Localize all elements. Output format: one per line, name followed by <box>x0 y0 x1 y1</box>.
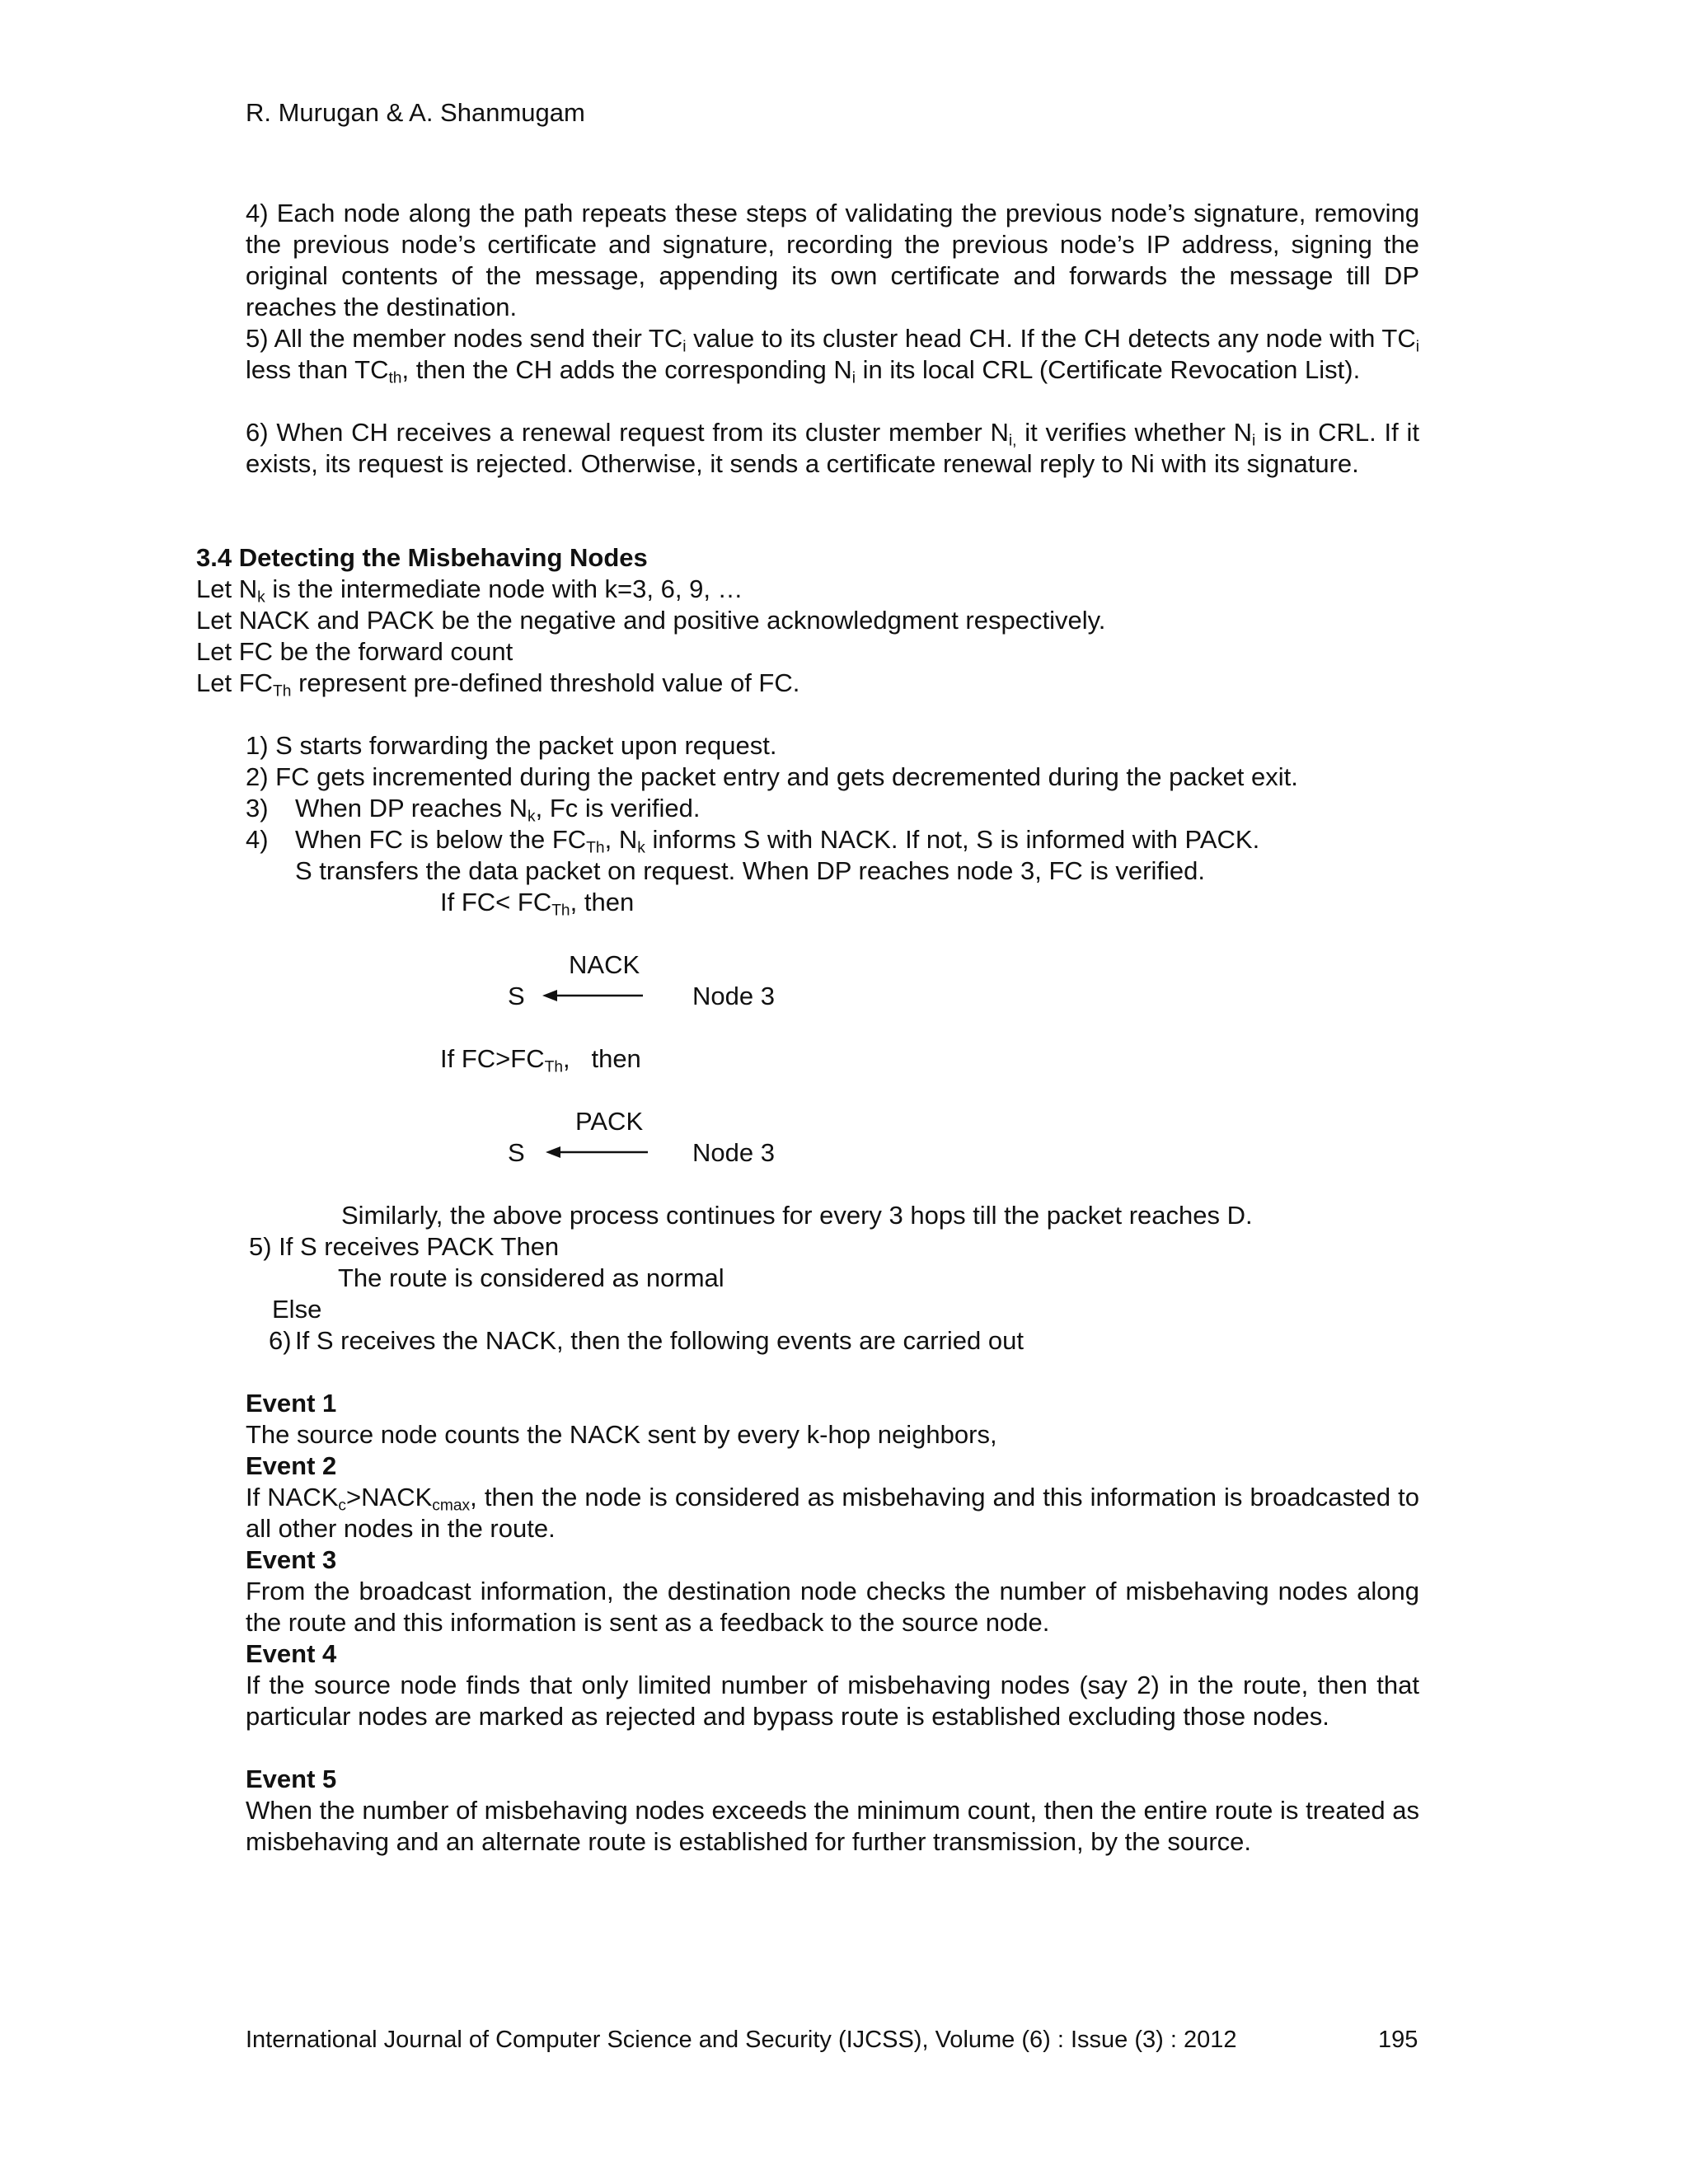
page-number: 195 <box>1378 2027 1418 2053</box>
source-node-label-2: S <box>508 1138 525 1167</box>
procedure-else: Else <box>272 1295 322 1324</box>
similarly-text: Similarly, the above process continues for every 3 hops till the packet reaches D. <box>341 1201 1253 1230</box>
procedure-step-3-number: 3) <box>246 794 269 823</box>
procedure-step-5-then: The route is considered as normal <box>338 1263 724 1292</box>
procedure-step-1: 1) S starts forwarding the packet upon request. <box>246 731 777 760</box>
event-3-paragraph <box>246 1576 1419 1638</box>
step-5-paragraph <box>246 323 1419 386</box>
running-header: R. Murugan & A. Shanmugam <box>246 98 585 127</box>
definition-fcth: Let $FC_{Th}$ represent pre-defined threshold value of FC. <box>196 668 800 701</box>
source-node-label: S <box>508 982 525 1010</box>
pack-arrow <box>544 1142 649 1162</box>
node-3-label: Node 3 <box>692 982 775 1010</box>
procedure-step-2: 2) FC gets incremented during the packet entry and gets decremented during the packet exit. <box>246 762 1298 791</box>
nack-label: NACK <box>569 950 640 979</box>
event-5-title: Event 5 <box>246 1765 337 1793</box>
event-3-text: From the broadcast information, the destination node checks the number of misbehaving nodes along the route and this information is sent as a feedback to the source node. <box>246 1577 1419 1637</box>
step-6-paragraph <box>246 417 1419 480</box>
event-1-title: Event 1 <box>246 1389 337 1418</box>
procedure-step-4-continued: S transfers the data packet on request. When DP reaches node 3, FC is verified. <box>295 856 1205 885</box>
procedure-step-6: If S receives the NACK, then the following events are carried out <box>295 1326 1024 1355</box>
event-4-title: Event 4 <box>246 1639 337 1668</box>
event-1-text: The source node counts the NACK sent by every k-hop neighbors, <box>246 1420 997 1449</box>
event-2-title: Event 2 <box>246 1451 337 1480</box>
step-4-paragraph <box>246 198 1419 323</box>
event-2-text: If $NACK_c>NACK_{cmax}$, then the node is considered as misbehaving and this information is broadcasted to all other nodes in the route. <box>246 1483 1419 1543</box>
condition-below-threshold: If $FC< FC_{Th}$, then <box>440 888 635 920</box>
event-5-paragraph <box>246 1795 1419 1858</box>
definition-fc: Let FC be the forward count <box>196 637 513 666</box>
journal-footer: International Journal of Computer Science and Security (IJCSS), Volume (6) : Issue (3) : 2012 <box>246 2027 1237 2053</box>
procedure-step-4: When FC is below the $FC_{Th}$, $N_k$ informs S with NACK. If not, S is informed with PACK. <box>295 825 1260 857</box>
step-5-text: 5) All the member nodes send their $TC_i$ value to its cluster head CH. If the CH detects any node with $TC_i$ less than $TC_{th}$, then the CH adds the corresponding $N_i$ in its local CRL (Certificate Revocation List). <box>246 324 1420 387</box>
step-6-text: 6) When CH receives a renewal request from its cluster member $N_{i,}$ it verifies whether $N_i$ is in CRL. If it exists, its request is rejected. Otherwise, it sends a certificate renewal reply to Ni with its signature. <box>246 418 1419 478</box>
event-2-paragraph <box>246 1482 1419 1544</box>
pack-label: PACK <box>575 1107 644 1136</box>
procedure-step-3: When DP reaches $N_k$, Fc is verified. <box>295 794 701 826</box>
definition-nk: Let $N_k$ is the intermediate node with k=3, 6, 9, … <box>196 574 743 607</box>
nack-arrow <box>541 986 645 1005</box>
condition-above-threshold: If $FC>FC_{Th}$, then <box>440 1044 641 1076</box>
procedure-step-5: 5) If S receives PACK Then <box>249 1232 560 1261</box>
event-4-text: If the source node finds that only limited number of misbehaving nodes (say 2) in the route, then that particular nodes are marked as rejected and bypass route is established excluding those nodes. <box>246 1671 1419 1731</box>
event-4-paragraph <box>246 1670 1419 1732</box>
event-3-title: Event 3 <box>246 1545 337 1574</box>
section-heading: 3.4 Detecting the Misbehaving Nodes <box>196 543 648 572</box>
procedure-step-6-number: 6) <box>269 1326 292 1355</box>
step-4-text: 4) Each node along the path repeats these steps of validating the previous node’s signature, removing the previous node’s certificate and signature, recording the previous node’s IP address, signing the original contents of the message, appending its own certificate and forwards the message till DP reaches the destination. <box>246 199 1419 321</box>
event-5-text: When the number of misbehaving nodes exceeds the minimum count, then the entire route is treated as misbehaving and an alternate route is established for further transmission, by the source. <box>246 1796 1419 1856</box>
definition-nack-pack: Let NACK and PACK be the negative and positive acknowledgment respectively. <box>196 606 1106 635</box>
node-3-label-2: Node 3 <box>692 1138 775 1167</box>
procedure-step-4-number: 4) <box>246 825 269 854</box>
